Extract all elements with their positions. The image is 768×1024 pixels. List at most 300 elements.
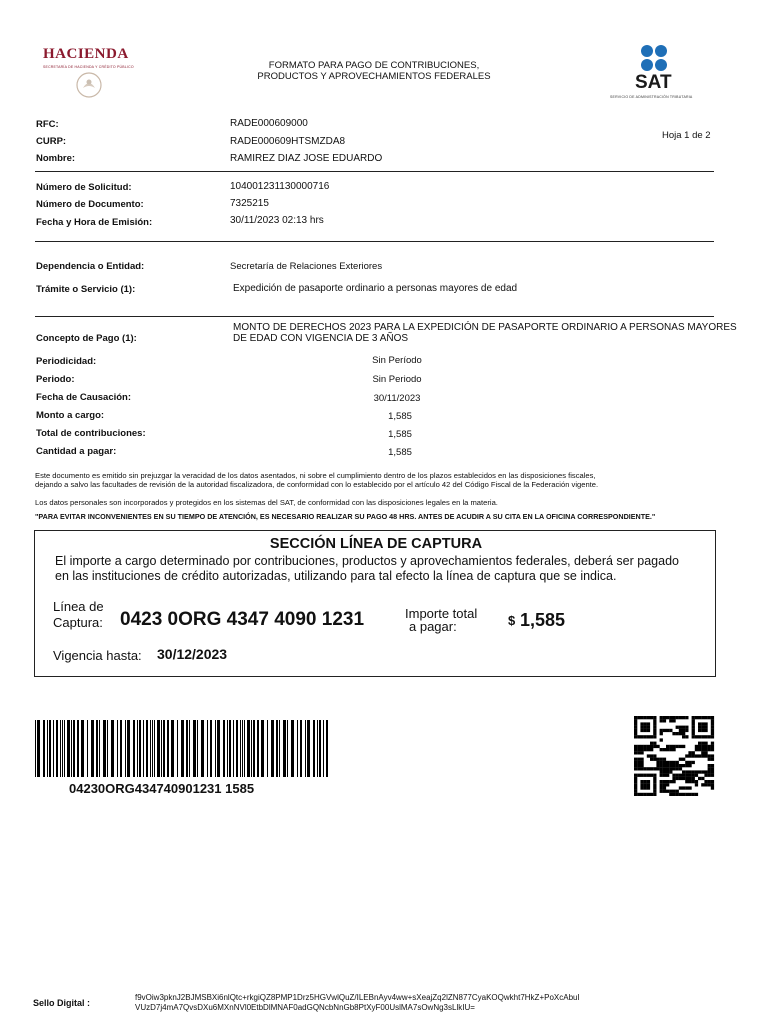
qr-module (647, 745, 650, 748)
qr-module (685, 780, 688, 783)
qr-finder-module (711, 732, 714, 735)
disclaimer-note (35, 471, 725, 489)
capture-text-line1: El importe a cargo determinado por contribuciones, productos y aprovechamientos federales, deberá ser pagado (55, 554, 679, 568)
fecha-emision-label: Fecha y Hora de Emisión: (36, 217, 153, 228)
qr-module (685, 735, 688, 738)
qr-finder-module (634, 735, 637, 738)
eagle-emblem-icon (74, 70, 104, 100)
qr-code (630, 714, 720, 796)
qr-finder-module (711, 722, 714, 725)
qr-module (701, 777, 704, 780)
qr-module (650, 748, 653, 751)
qr-module (666, 764, 669, 767)
barcode-bar (267, 720, 268, 777)
qr-finder-module (644, 726, 647, 729)
cantidad-value: 1,585 (388, 447, 412, 458)
barcode-bar (152, 720, 153, 777)
barcode-bar (117, 720, 118, 777)
qr-finder-module (644, 793, 647, 796)
qr-module (682, 764, 685, 767)
qr-module (672, 793, 675, 796)
qr-module (679, 732, 682, 735)
barcode-bar (317, 720, 318, 777)
barcode-bar (197, 720, 198, 777)
qr-module (698, 777, 701, 780)
qr-module (679, 777, 682, 780)
qr-module (640, 748, 643, 751)
concepto-label: Concepto de Pago (1): (36, 333, 137, 344)
qr-module (650, 767, 653, 770)
qr-finder-module (653, 790, 656, 793)
barcode-bar (181, 720, 184, 777)
qr-module (637, 764, 640, 767)
qr-module (708, 783, 711, 786)
qr-finder-module (653, 777, 656, 780)
qr-finder-module (653, 786, 656, 789)
barcode-bar (67, 720, 70, 777)
qr-finder-module (704, 735, 707, 738)
qr-finder-module (644, 722, 647, 725)
qr-module (663, 770, 666, 773)
qr-module (711, 758, 714, 761)
qr-finder-module (644, 780, 647, 783)
qr-finder-module (653, 735, 656, 738)
qr-finder-module (650, 793, 653, 796)
qr-finder-module (653, 783, 656, 786)
qr-module (672, 761, 675, 764)
qr-module (701, 770, 704, 773)
barcode-bar (215, 720, 216, 777)
seal-label: Sello Digital : (33, 998, 91, 1008)
qr-module (669, 716, 672, 719)
qr-module (704, 751, 707, 754)
qr-finder-module (692, 726, 695, 729)
documento-value: 7325215 (230, 198, 269, 209)
qr-finder-module (701, 729, 704, 732)
qr-module (701, 745, 704, 748)
barcode-bar (186, 720, 188, 777)
qr-module (666, 745, 669, 748)
qr-finder-module (637, 793, 640, 796)
qr-module (704, 748, 707, 751)
qr-module (682, 735, 685, 738)
qr-module (704, 780, 707, 783)
qr-module (669, 719, 672, 722)
qr-finder-module (637, 716, 640, 719)
barcode-bar (210, 720, 212, 777)
qr-finder-module (647, 726, 650, 729)
qr-module (704, 754, 707, 757)
qr-module (660, 748, 663, 751)
document-title-line2: PRODUCTOS Y APROVECHAMIENTOS FEDERALES (257, 71, 491, 82)
barcode-bar (111, 720, 114, 777)
barcode-bar (287, 720, 288, 777)
qr-module (685, 726, 688, 729)
qr-module (676, 726, 679, 729)
qr-module (647, 748, 650, 751)
causacion-label: Fecha de Causación: (36, 392, 132, 403)
qr-module (653, 758, 656, 761)
qr-module (669, 729, 672, 732)
qr-module (640, 761, 643, 764)
qr-finder-module (634, 722, 637, 725)
barcode-bar (271, 720, 274, 777)
qr-module (685, 786, 688, 789)
barcode-bar (91, 720, 94, 777)
vigencia-value: 30/12/2023 (157, 646, 228, 662)
qr-module (666, 716, 669, 719)
qr-module (679, 774, 682, 777)
qr-finder-module (634, 790, 637, 793)
rfc-value: RADE000609000 (230, 118, 308, 129)
barcode-bar (189, 720, 190, 777)
linea-label-line1: Línea de (53, 599, 104, 614)
qr-module (682, 777, 685, 780)
qr-finder-module (647, 780, 650, 783)
qr-module (637, 767, 640, 770)
sat-dots-icon (638, 44, 684, 74)
qr-module (692, 751, 695, 754)
qr-module (669, 764, 672, 767)
barcode-bar (99, 720, 100, 777)
qr-finder-module (650, 716, 653, 719)
qr-module (660, 790, 663, 793)
document-title-line1: FORMATO PARA PAGO DE CONTRIBUCIONES, (268, 60, 480, 71)
qr-finder-module (634, 777, 637, 780)
qr-finder-module (692, 729, 695, 732)
qr-module (704, 783, 707, 786)
qr-module (698, 754, 701, 757)
qr-module (653, 745, 656, 748)
barcode-bar (73, 720, 75, 777)
qr-module (704, 770, 707, 773)
qr-module (660, 770, 663, 773)
qr-module (679, 786, 682, 789)
qr-finder-module (704, 729, 707, 732)
qr-finder-module (637, 774, 640, 777)
qr-module (637, 751, 640, 754)
qr-module (708, 745, 711, 748)
qr-module (640, 764, 643, 767)
barcode-bar (307, 720, 310, 777)
qr-finder-module (634, 732, 637, 735)
qr-module (660, 783, 663, 786)
qr-module (640, 751, 643, 754)
qr-module (679, 726, 682, 729)
qr-module (660, 767, 663, 770)
barcode-bar (53, 720, 54, 777)
qr-module (698, 745, 701, 748)
barcode-bar (125, 720, 126, 777)
periodicidad-label: Periodicidad: (36, 356, 97, 367)
qr-module (685, 764, 688, 767)
qr-module (640, 745, 643, 748)
hacienda-logo-subtitle: SECRETARÍA DE HACIENDA Y CRÉDITO PÚBLICO (43, 65, 134, 69)
qr-module (682, 793, 685, 796)
barcode-bar (77, 720, 79, 777)
qr-finder-module (634, 780, 637, 783)
dependencia-value: Secretaría de Relaciones Exteriores (230, 261, 383, 272)
qr-module (685, 761, 688, 764)
qr-module (656, 758, 659, 761)
document-title (200, 60, 548, 82)
qr-module (663, 716, 666, 719)
qr-finder-module (704, 722, 707, 725)
qr-finder-module (647, 774, 650, 777)
qr-module (666, 780, 669, 783)
qr-finder-module (692, 732, 695, 735)
qr-finder-module (634, 774, 637, 777)
barcode-bar (177, 720, 178, 777)
barcode-bar (201, 720, 204, 777)
qr-module (666, 761, 669, 764)
qr-module (669, 767, 672, 770)
qr-module (669, 761, 672, 764)
qr-module (688, 761, 691, 764)
barcode-bar (283, 720, 286, 777)
importe-label-line1: Importe total (405, 606, 478, 621)
qr-module (708, 758, 711, 761)
qr-module (679, 716, 682, 719)
qr-module (669, 793, 672, 796)
barcode-bar (261, 720, 264, 777)
qr-finder-module (634, 793, 637, 796)
qr-module (669, 770, 672, 773)
qr-module (653, 767, 656, 770)
barcode-bar (244, 720, 245, 777)
capture-section-title: SECCIÓN LÍNEA DE CAPTURA (269, 536, 483, 552)
qr-finder-module (711, 735, 714, 738)
qr-module (695, 748, 698, 751)
qr-module (637, 748, 640, 751)
periodicidad-value: Sin Período (372, 355, 422, 366)
tramite-value: Expedición de pasaporte ordinario a personas mayores de edad (233, 283, 518, 294)
qr-module (692, 780, 695, 783)
seal-line1: f9vOiw3pknJ2BJMSBXi6nlQtc+rkgiQZ8PMP1Drz5HGVwlQuZ/ILEBnAyv4ww+sXeajZq2lZN877CyaKOQwkht7HkZ+PoXcAbuI (135, 993, 580, 1002)
qr-module (688, 780, 691, 783)
qr-module (711, 780, 714, 783)
barcode-bar (251, 720, 252, 777)
qr-module (672, 764, 675, 767)
qr-finder-module (698, 726, 701, 729)
qr-finder-module (701, 716, 704, 719)
qr-finder-module (692, 719, 695, 722)
qr-module (660, 732, 663, 735)
barcode-bar (137, 720, 138, 777)
qr-finder-module (711, 726, 714, 729)
qr-module (688, 774, 691, 777)
qr-module (650, 745, 653, 748)
barcode-bar (279, 720, 280, 777)
qr-module (663, 774, 666, 777)
qr-module (682, 770, 685, 773)
qr-finder-module (647, 786, 650, 789)
barcode-bar (167, 720, 169, 777)
qr-module (666, 729, 669, 732)
barcode-bar (161, 720, 162, 777)
qr-module (634, 751, 637, 754)
qr-finder-module (653, 729, 656, 732)
barcode (35, 720, 330, 777)
qr-finder-module (708, 716, 711, 719)
qr-finder-module (644, 735, 647, 738)
qr-module (708, 748, 711, 751)
payment-warning: "PARA EVITAR INCONVENIENTES EN SU TIEMPO DE ATENCIÓN, ES NECESARIO REALIZAR SU PAGO 48 HRS. ANTES DE ACUDIR A SU CITA EN LA OFICINA CORRESPONDIENTE." (35, 512, 656, 521)
disclaimer-line2: dejando a salvo las facultades de revisión de la autoridad fiscalizadora, de conformidad con lo establecido por el artículo 42 del Código Fiscal de la Federación vigente. (35, 480, 599, 489)
qr-module (660, 774, 663, 777)
qr-module (688, 793, 691, 796)
qr-module (685, 777, 688, 780)
linea-label-line2: Captura: (53, 615, 103, 630)
qr-module (688, 777, 691, 780)
qr-module (676, 716, 679, 719)
barcode-bar (193, 720, 196, 777)
barcode-bar (133, 720, 135, 777)
barcode-bar (81, 720, 84, 777)
importe-label-line2: a pagar: (409, 619, 457, 634)
qr-module (663, 729, 666, 732)
disclaimer-line1: Este documento es emitido sin prejuzgar la veracidad de los datos asentados, ni sobre el cumplimiento dentro de los plazos establecidos en las disposiciones fiscales, (35, 471, 596, 480)
importe-total-value: 1,585 (520, 610, 566, 630)
qr-module (660, 764, 663, 767)
privacy-note: Los datos personales son incorporados y protegidos en los sistemas del SAT, de conformidad con las disposiciones legales en la materia. (35, 498, 498, 507)
qr-module (711, 783, 714, 786)
qr-module (663, 786, 666, 789)
sat-logo-subtitle: SERVICIO DE ADMINISTRACIÓN TRIBUTARIA (610, 95, 693, 99)
qr-module (685, 754, 688, 757)
qr-module (685, 729, 688, 732)
periodo-label: Periodo: (36, 374, 75, 385)
qr-module (666, 790, 669, 793)
qr-module (666, 783, 669, 786)
qr-module (711, 770, 714, 773)
barcode-bar (37, 720, 40, 777)
qr-finder-module (640, 793, 643, 796)
qr-module (663, 767, 666, 770)
qr-module (666, 748, 669, 751)
qr-module (660, 738, 663, 741)
qr-finder-module (644, 716, 647, 719)
qr-finder-module (711, 716, 714, 719)
qr-module (663, 761, 666, 764)
barcode-bar (240, 720, 241, 777)
documento-label: Número de Documento: (36, 199, 144, 210)
qr-module (676, 745, 679, 748)
barcode-bar (71, 720, 72, 777)
qr-module (676, 767, 679, 770)
qr-module (634, 764, 637, 767)
qr-finder-module (704, 726, 707, 729)
causacion-value: 30/11/2023 (373, 393, 421, 404)
currency-symbol: $ (508, 613, 516, 628)
qr-module (637, 745, 640, 748)
qr-module (647, 767, 650, 770)
qr-module (692, 761, 695, 764)
qr-module (695, 745, 698, 748)
monto-label: Monto a cargo: (36, 410, 105, 421)
qr-finder-module (647, 735, 650, 738)
dependencia-label: Dependencia o Entidad: (36, 261, 145, 272)
divider (35, 241, 714, 242)
qr-finder-module (692, 722, 695, 725)
qr-module (653, 754, 656, 757)
qr-finder-module (634, 726, 637, 729)
qr-module (692, 754, 695, 757)
qr-finder-module (701, 726, 704, 729)
qr-module (711, 745, 714, 748)
capture-text-line2: en las instituciones de crédito autorizadas, utilizando para tal efecto la línea de captura que se indica. (55, 569, 617, 583)
qr-module (663, 783, 666, 786)
barcode-bar (56, 720, 58, 777)
qr-module (695, 754, 698, 757)
qr-finder-module (640, 735, 643, 738)
qr-module (676, 790, 679, 793)
qr-module (682, 786, 685, 789)
qr-finder-module (695, 735, 698, 738)
linea-captura-label (53, 599, 104, 631)
qr-module (672, 745, 675, 748)
barcode-bar (146, 720, 148, 777)
barcode-bar (300, 720, 302, 777)
qr-module (676, 793, 679, 796)
barcode-bar (171, 720, 174, 777)
qr-module (688, 764, 691, 767)
barcode-bar (96, 720, 98, 777)
barcode-bar (313, 720, 315, 777)
qr-module (637, 761, 640, 764)
qr-module (704, 745, 707, 748)
qr-module (692, 777, 695, 780)
qr-module (669, 790, 672, 793)
qr-finder-module (692, 716, 695, 719)
qr-module (711, 748, 714, 751)
qr-module (672, 777, 675, 780)
barcode-bar (247, 720, 250, 777)
capture-section (34, 530, 716, 677)
qr-module (701, 748, 704, 751)
qr-finder-module (634, 783, 637, 786)
barcode-bar (305, 720, 306, 777)
qr-module (666, 767, 669, 770)
qr-finder-module (647, 793, 650, 796)
qr-finder-module (692, 735, 695, 738)
qr-module (692, 774, 695, 777)
qr-module (701, 754, 704, 757)
qr-module (711, 786, 714, 789)
qr-module (666, 774, 669, 777)
qr-module (679, 745, 682, 748)
barcode-bar (276, 720, 278, 777)
barcode-bar (60, 720, 61, 777)
solicitud-label: Número de Solicitud: (36, 182, 132, 193)
barcode-bar (319, 720, 321, 777)
qr-module (688, 751, 691, 754)
qr-finder-module (653, 774, 656, 777)
sat-logo-text: SAT (635, 72, 672, 93)
periodo-value: Sin Periodo (372, 374, 422, 385)
barcode-bar (139, 720, 141, 777)
qr-module (704, 742, 707, 745)
qr-finder-module (698, 716, 701, 719)
qr-module (701, 783, 704, 786)
total-value: 1,585 (388, 429, 412, 440)
qr-finder-module (647, 783, 650, 786)
qr-finder-module (708, 735, 711, 738)
qr-finder-module (644, 774, 647, 777)
qr-module (685, 716, 688, 719)
barcode-bar (43, 720, 45, 777)
name-label: Nombre: (36, 153, 76, 164)
